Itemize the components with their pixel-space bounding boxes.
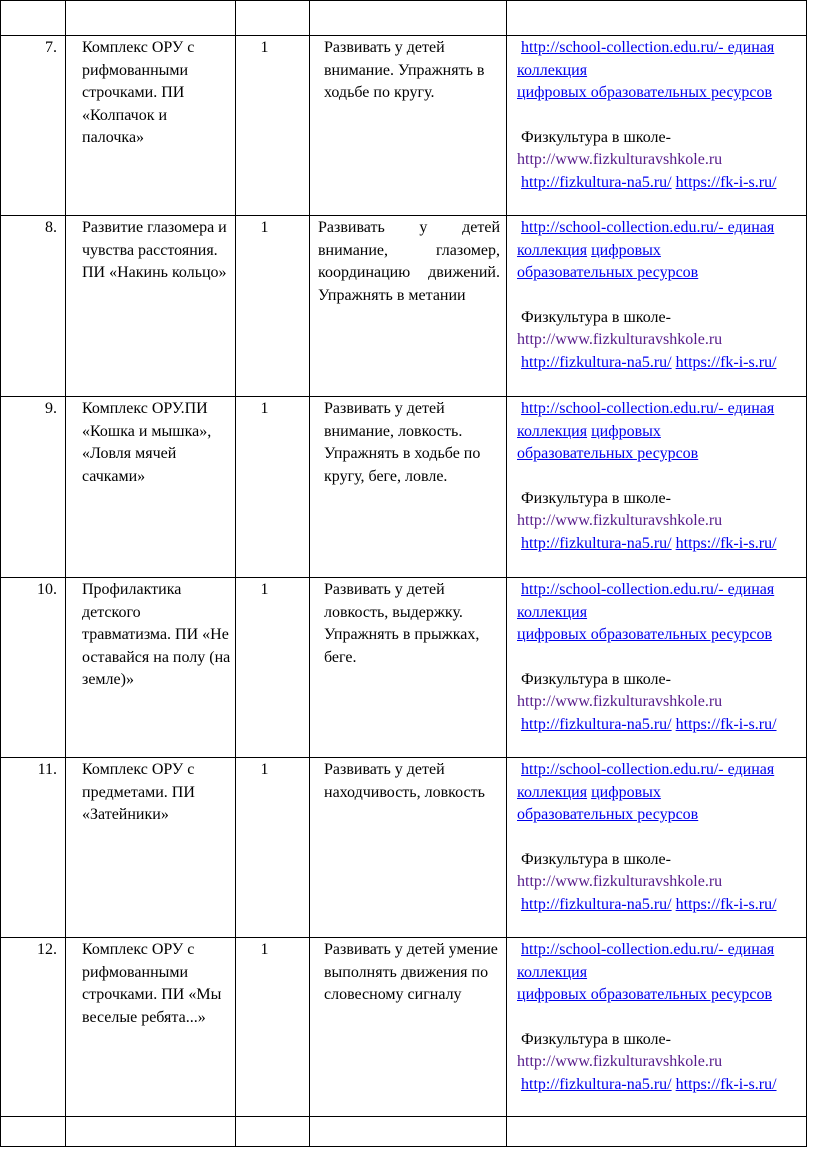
lesson-goal: Развивать у детей ловкость, выдержку. Упражнять в прыжках, беге.	[310, 578, 507, 758]
phys-ed-label: Физкультура в школе-	[521, 489, 671, 507]
fk-i-s-link[interactable]: https://fk-i-s.ru/	[675, 895, 777, 913]
phys-ed-label: Физкультура в школе-	[521, 308, 671, 326]
lesson-goal: Развивать у детей внимание. Упражнять в ходьбе по кругу.	[310, 36, 507, 216]
collection-link[interactable]: коллекция	[517, 422, 588, 440]
fizkulturavshkole-link[interactable]: http://www.fizkulturavshkole.ru	[517, 693, 723, 710]
phys-ed-label: Физкультура в школе-	[521, 128, 671, 146]
header-row	[1, 1, 807, 36]
collection-link[interactable]: коллекция	[517, 603, 588, 621]
fizkultura-na5-link[interactable]: http://fizkultura-na5.ru/	[521, 715, 672, 733]
digital-resources-link[interactable]: цифровых	[591, 422, 661, 440]
collection-link[interactable]: коллекция	[517, 61, 588, 79]
collection-link[interactable]: коллекция	[517, 241, 588, 259]
educational-resources-link[interactable]: образовательных ресурсов	[517, 806, 699, 823]
collection-link[interactable]: коллекция	[517, 963, 588, 981]
fizkulturavshkole-link[interactable]: http://www.fizkulturavshkole.ru	[517, 331, 723, 348]
fizkultura-na5-link[interactable]: http://fizkultura-na5.ru/	[521, 353, 672, 371]
row-number: 7.	[1, 36, 66, 216]
lesson-resources	[507, 216, 807, 397]
lesson-title: Комплекс ОРУ с предметами. ПИ «Затейники»	[66, 758, 236, 938]
lesson-hours: 1	[236, 578, 310, 758]
educational-resources-link[interactable]: образовательных ресурсов	[517, 264, 699, 281]
row-number: 10.	[1, 578, 66, 758]
digital-resources-link[interactable]: цифровых образовательных ресурсов	[517, 986, 773, 1003]
row-number: 9.	[1, 397, 66, 578]
phys-ed-label: Физкультура в школе-	[521, 670, 671, 688]
table-row	[1, 758, 807, 938]
footer-cell	[66, 1117, 236, 1147]
lesson-resources	[507, 758, 807, 938]
school-collection-link[interactable]: http://school-collection.edu.ru/- единая	[521, 39, 775, 56]
header-cell-goal	[310, 1, 507, 36]
table-row	[1, 938, 807, 1117]
lesson-hours: 1	[236, 397, 310, 578]
header-cell-title	[66, 1, 236, 36]
footer-row	[1, 1117, 807, 1147]
digital-resources-link[interactable]: цифровых	[591, 241, 661, 259]
footer-cell	[1, 1117, 66, 1147]
footer-cell	[507, 1117, 807, 1147]
footer-cell	[236, 1117, 310, 1147]
fizkultura-na5-link[interactable]: http://fizkultura-na5.ru/	[521, 534, 672, 552]
phys-ed-label: Физкультура в школе-	[521, 850, 671, 868]
school-collection-link[interactable]: http://school-collection.edu.ru/- единая	[521, 761, 775, 778]
header-cell-resources	[507, 1, 807, 36]
lesson-resources	[507, 36, 807, 216]
lesson-hours: 1	[236, 216, 310, 397]
header-cell-hours	[236, 1, 310, 36]
lesson-title: Развитие глазомера и чувства расстояния. ПИ «Накинь кольцо»	[66, 216, 236, 397]
digital-resources-link[interactable]: цифровых образовательных ресурсов	[517, 84, 773, 101]
school-collection-link[interactable]: http://school-collection.edu.ru/- единая	[521, 219, 775, 236]
digital-resources-link[interactable]: цифровых	[591, 783, 661, 801]
lesson-hours: 1	[236, 938, 310, 1117]
digital-resources-link[interactable]: цифровых образовательных ресурсов	[517, 626, 773, 643]
footer-cell	[310, 1117, 507, 1147]
fizkulturavshkole-link[interactable]: http://www.fizkulturavshkole.ru	[517, 873, 723, 890]
fizkultura-na5-link[interactable]: http://fizkultura-na5.ru/	[521, 173, 672, 191]
lesson-resources	[507, 397, 807, 578]
fk-i-s-link[interactable]: https://fk-i-s.ru/	[675, 353, 777, 371]
lesson-title: Комплекс ОРУ с рифмованными строчками. ПИ «Мы веселые ребята...»	[66, 938, 236, 1117]
row-number: 8.	[1, 216, 66, 397]
lesson-goal: Развивать у детей внимание, ловкость. Упражнять в ходьбе по кругу, беге, ловле.	[310, 397, 507, 578]
table-row	[1, 216, 807, 397]
lesson-resources	[507, 938, 807, 1117]
lesson-resources	[507, 578, 807, 758]
lesson-hours: 1	[236, 36, 310, 216]
row-number: 11.	[1, 758, 66, 938]
fk-i-s-link[interactable]: https://fk-i-s.ru/	[675, 1075, 777, 1093]
educational-resources-link[interactable]: образовательных ресурсов	[517, 445, 699, 462]
table-row	[1, 36, 807, 216]
fizkulturavshkole-link[interactable]: http://www.fizkulturavshkole.ru	[517, 151, 723, 168]
fizkulturavshkole-link[interactable]: http://www.fizkulturavshkole.ru	[517, 512, 723, 529]
fk-i-s-link[interactable]: https://fk-i-s.ru/	[675, 715, 777, 733]
lesson-hours: 1	[236, 758, 310, 938]
lesson-goal: Развивать у детей находчивость, ловкость	[310, 758, 507, 938]
header-cell-num	[1, 1, 66, 36]
fizkultura-na5-link[interactable]: http://fizkultura-na5.ru/	[521, 895, 672, 913]
school-collection-link[interactable]: http://school-collection.edu.ru/- единая	[521, 941, 775, 958]
lesson-goal: Развивать у детей внимание, глазомер, координацию движений. Упражнять в метании	[310, 216, 507, 397]
school-collection-link[interactable]: http://school-collection.edu.ru/- единая	[521, 581, 775, 598]
fizkultura-na5-link[interactable]: http://fizkultura-na5.ru/	[521, 1075, 672, 1093]
collection-link[interactable]: коллекция	[517, 783, 588, 801]
table-row	[1, 397, 807, 578]
fk-i-s-link[interactable]: https://fk-i-s.ru/	[675, 534, 777, 552]
fizkulturavshkole-link[interactable]: http://www.fizkulturavshkole.ru	[517, 1053, 723, 1070]
lesson-title: Комплекс ОРУ.ПИ «Кошка и мышка», «Ловля мячей сачками»	[66, 397, 236, 578]
school-collection-link[interactable]: http://school-collection.edu.ru/- единая	[521, 400, 775, 417]
lesson-title: Комплекс ОРУ с рифмованными строчками. ПИ «Колпачок и палочка»	[66, 36, 236, 216]
phys-ed-label: Физкультура в школе-	[521, 1030, 671, 1048]
lesson-title: Профилактика детского травматизма. ПИ «Не оставайся на полу (на земле)»	[66, 578, 236, 758]
lesson-goal: Развивать у детей умение выполнять движения по словесному сигналу	[310, 938, 507, 1117]
row-number: 12.	[1, 938, 66, 1117]
table-row	[1, 578, 807, 758]
fk-i-s-link[interactable]: https://fk-i-s.ru/	[675, 173, 777, 191]
